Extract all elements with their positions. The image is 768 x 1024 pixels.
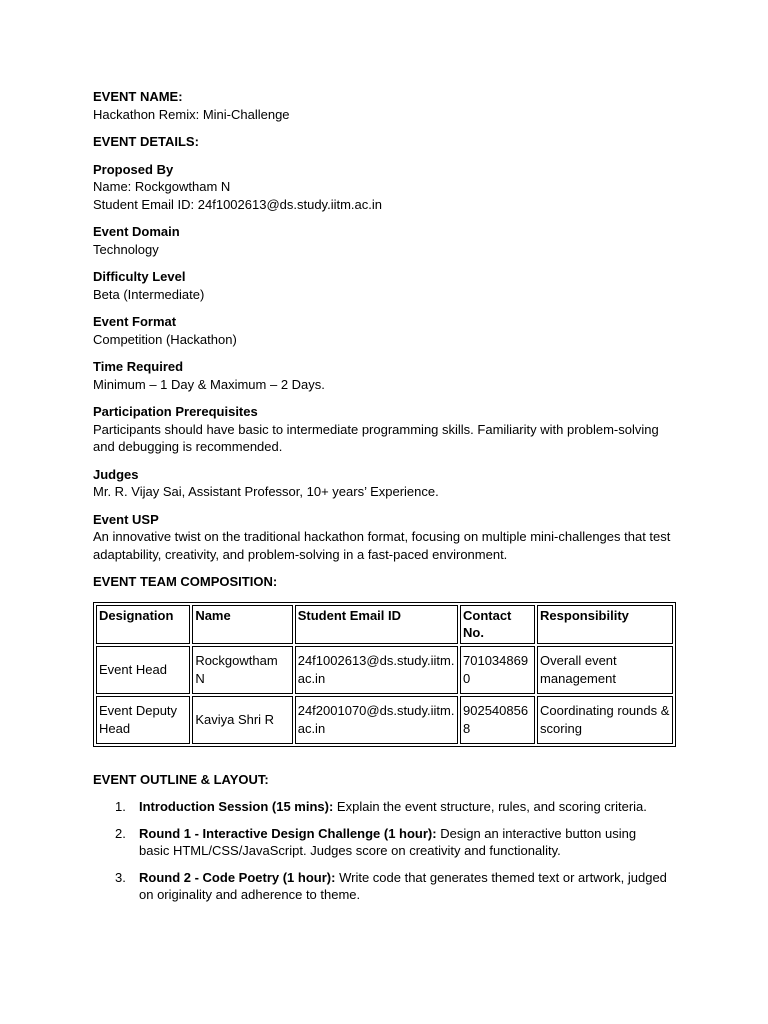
team-table <box>93 602 676 747</box>
team-composition-heading: EVENT TEAM COMPOSITION: <box>93 574 278 589</box>
event-usp-heading: Event USP <box>93 511 159 527</box>
cell-contact: 7010348690 <box>460 646 535 694</box>
list-item-text: Write code that generates themed text or artwork, judged on originality and adherence to theme. <box>139 869 667 902</box>
cell-name: Rockgowtham N <box>192 646 292 694</box>
judges-value: Mr. R. Vijay Sai, Assistant Professor, 10+ years’ Experience. <box>93 484 439 499</box>
difficulty-level-heading: Difficulty Level <box>93 269 186 284</box>
proposer-name: Name: Rockgowtham N <box>93 179 231 194</box>
event-format-value: Competition (Hackathon) <box>93 331 237 347</box>
difficulty-level-value: Beta (Intermediate) <box>93 286 205 302</box>
document-page <box>93 88 683 913</box>
prerequisites-value: Participants should have basic to intermediate programming skills. Familiarity with problem-solving and debugging is recommended. <box>93 421 659 454</box>
event-domain-heading: Event Domain <box>93 224 180 239</box>
team-table-header-row <box>96 605 673 644</box>
difficulty-level-section <box>93 268 683 303</box>
cell-name: Kaviya Shri R <box>192 696 292 744</box>
time-required-heading: Time Required <box>93 359 184 374</box>
time-required-value: Minimum – 1 Day & Maximum – 2 Days. <box>93 376 325 392</box>
table-row <box>96 646 673 694</box>
outline-list <box>93 798 683 904</box>
event-usp-value: An innovative twist on the traditional hackathon format, focusing on multiple mini-challenges that test adaptability, creativity, and problem-solving in a fast-paced environment. <box>93 529 671 562</box>
list-item-title: Round 1 - Interactive Design Challenge (1 hour): <box>139 825 437 841</box>
list-item-text: Explain the event structure, rules, and scoring criteria. <box>336 799 647 814</box>
cell-email: 24f1002613@ds.study.iitm.ac.in <box>295 646 458 694</box>
proposer-email: Student Email ID: 24f1002613@ds.study.iitm.ac.in <box>93 196 382 212</box>
event-name-heading: EVENT NAME: <box>93 89 183 104</box>
prerequisites-section <box>93 403 683 456</box>
team-composition-section <box>93 573 683 747</box>
column-header-designation: Designation <box>96 605 190 644</box>
column-header-email: Student Email ID <box>295 605 458 644</box>
event-name-value: Hackathon Remix: Mini-Challenge <box>93 106 290 122</box>
column-header-contact: Contact No. <box>460 605 535 644</box>
event-format-heading: Event Format <box>93 314 177 329</box>
list-item-number: 2. <box>115 825 126 841</box>
table-row <box>96 696 673 744</box>
event-details-section <box>93 133 683 151</box>
cell-designation: Event Head <box>96 646 190 694</box>
list-item <box>93 798 669 816</box>
list-item-number: 1. <box>115 799 126 814</box>
event-outline-section <box>93 771 683 904</box>
judges-heading: Judges <box>93 466 139 482</box>
cell-responsibility: Coordinating rounds & scoring <box>537 696 673 744</box>
event-usp-section <box>93 511 683 564</box>
event-domain-value: Technology <box>93 241 159 257</box>
proposed-by-heading: Proposed By <box>93 161 174 177</box>
judges-section <box>93 466 683 501</box>
list-item <box>93 825 669 860</box>
event-domain-section <box>93 223 683 258</box>
event-details-heading: EVENT DETAILS: <box>93 134 199 149</box>
list-item-title: Round 2 - Code Poetry (1 hour): <box>139 869 336 885</box>
prerequisites-heading: Participation Prerequisites <box>93 404 258 419</box>
list-item-number: 3. <box>115 869 126 885</box>
event-outline-heading: EVENT OUTLINE & LAYOUT: <box>93 771 269 787</box>
list-item <box>93 869 669 904</box>
proposed-by-section <box>93 161 683 214</box>
cell-responsibility: Overall event management <box>537 646 673 694</box>
cell-contact: 9025408568 <box>460 696 535 744</box>
cell-email: 24f2001070@ds.study.iitm.ac.in <box>295 696 458 744</box>
event-name-section <box>93 88 683 123</box>
cell-designation: Event Deputy Head <box>96 696 190 744</box>
event-format-section <box>93 313 683 348</box>
time-required-section <box>93 358 683 393</box>
column-header-responsibility: Responsibility <box>537 605 673 644</box>
list-item-text: Design an interactive button using basic HTML/CSS/JavaScript. Judges score on creativity and functionality. <box>139 825 637 858</box>
column-header-name: Name <box>192 605 292 644</box>
list-item-title: Introduction Session (15 mins): <box>139 799 334 814</box>
